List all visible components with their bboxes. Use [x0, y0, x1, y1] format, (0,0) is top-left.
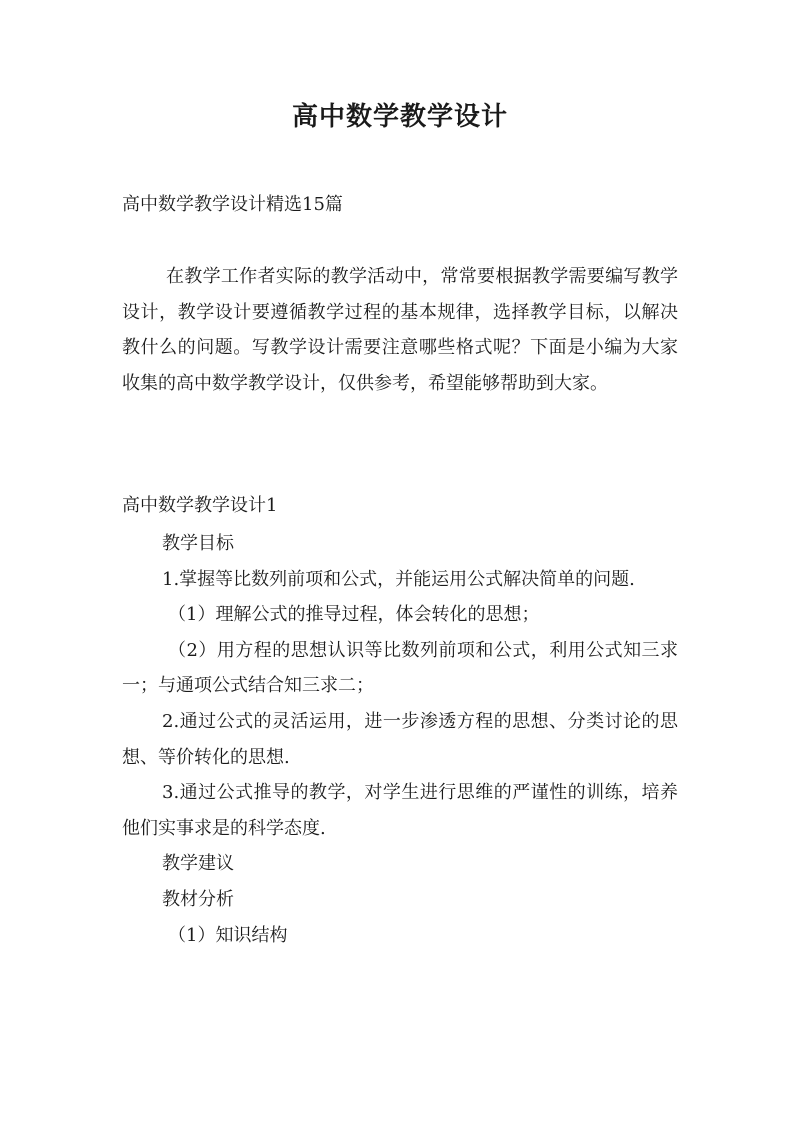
paragraph-goal-3: 3.通过公式推导的教学，对学生进行思维的严谨性的训练，培养他们实事求是的科学态度. [122, 782, 678, 839]
paragraph-knowledge-structure: （1）知识结构 [168, 924, 288, 946]
document-subtitle: 高中数学教学设计精选15篇 [122, 194, 343, 215]
page-title: 高中数学教学设计 [291, 102, 508, 132]
paragraph-textbook-analysis: 教材分析 [162, 888, 234, 910]
paragraph-goal-1: 1.掌握等比数列前项和公式，并能运用公式解决简单的问题. [162, 568, 635, 590]
paragraph-goal-1-sub-1: （1）理解公式的推导过程，体会转化的思想； [168, 604, 540, 626]
section-body [122, 526, 678, 953]
intro-paragraph: 在教学工作者实际的教学活动中，常常要根据教学需要编写教学设计，教学设计要遵循教学过程的基本规律，选择教学目标，以解决教什么的问题。写教学设计需要注意哪些格式呢？下面是小编为大家收集的高中数学教学设计，仅供参考，希望能够帮助到大家。 [122, 266, 678, 394]
paragraph-teaching-goals: 教学目标 [162, 533, 234, 554]
paragraph-goal-2: 2.通过公式的灵活运用，进一步渗透方程的思想、分类讨论的思想、等价转化的思想. [122, 710, 678, 768]
paragraph-teaching-suggestions: 教学建议 [162, 853, 234, 875]
paragraph-goal-1-sub-2: （2）用方程的思想认识等比数列前项和公式，利用公式知三求一；与通项公式结合知三求二； [122, 639, 678, 697]
section-heading: 高中数学教学设计1 [122, 495, 278, 516]
